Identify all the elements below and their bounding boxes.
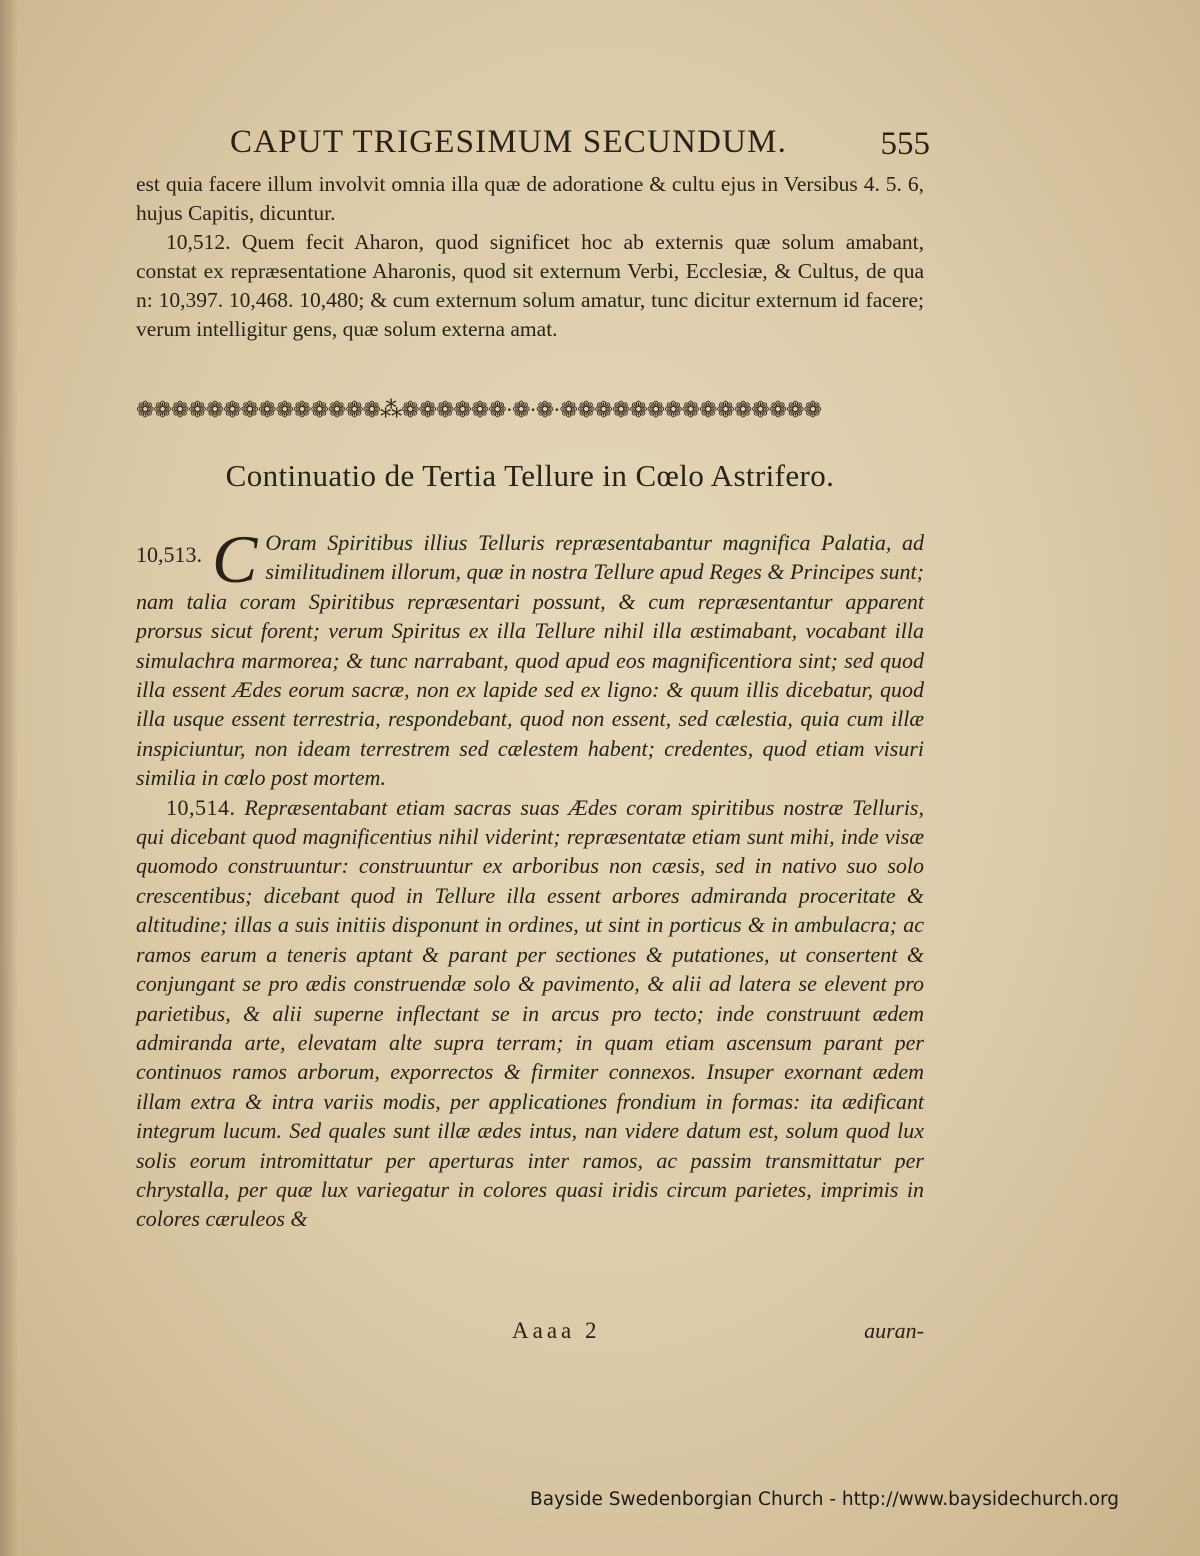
intro-text <box>136 170 924 344</box>
fleuron-row: ❁❁❁❁❁❁❁❁❁❁❁❁❁❁⁂❁❁❁❁❁❁·❁·❁·❁❁❁❁❁❁❁❁❁❁❁❁❁❁❁ <box>136 397 822 422</box>
ornament-divider <box>136 394 924 426</box>
watermark-caption: Bayside Swedenborgian Church - http://www.baysidechurch.org <box>530 1489 1120 1510</box>
page-footer <box>136 1318 924 1352</box>
running-title: CAPUT TRIGESIMUM SECUNDUM. <box>230 124 788 160</box>
running-head <box>136 118 936 164</box>
page-number: 555 <box>880 126 930 162</box>
paragraph-number: 10,513. <box>136 542 202 567</box>
paragraph-body: Repræsentabant etiam sacras suas Ædes coram spiritibus nostræ Telluris, qui dicebant quod magnificentius nihil viderint; repræsentatæ etiam sunt mihi, inde visæ quomodo construuntur: construuntur ex arboribus non cæsis, sed in nativo suo solo crescentibus; dicebant quod in Tellure illa essent arbores admiranda proceritate & altitudine; illas a suis initiis disponunt in ordines, ut sint in porticus & in ambulacra; ac ramos earum a teneris aptant & parant per sectiones & putationes, ut consertent & conjungant se pro ædis construendæ solo & pavimento, & alii ad latera se elevent pro parietibus, & alii superne inflectant se in arcus pro tecto; inde construunt ædem admiranda arte, elevatam alte supra terram; in quam etiam ascensum parant per continuos ramos arborum, exporrectos & firmiter connexos. Insuper exornant ædem illam extra & intra variis modis, per applicationes frondium in formas: ita ædificant integrum lucum. Sed quales sunt illæ ædes intus, nan videre datum est, solum quod lux solis eorum intromittatur per aperturas inter ramos, ac passim transmittatur per chrystalla, per quæ lux variegatur in colores quasi iridis circum parietes, imprimis in colores cæruleos & <box>136 794 924 1232</box>
page-edge <box>0 0 18 1556</box>
catchword: auran- <box>864 1318 924 1343</box>
paragraph-number: 10,514. <box>166 794 236 820</box>
paragraph-continuation: est quia facere illum involvit omnia illa quæ de adoratione & cultu ejus in Versibus 4. 5. 6, hujus Capitis, dicuntur. <box>136 172 924 225</box>
signature-mark: Aaaa 2 <box>512 1318 601 1343</box>
section-heading: Continuatio de Tertia Tellure in Cœlo Astrifero. <box>225 458 835 493</box>
paragraph-10513 <box>136 521 924 793</box>
paragraph-body: Oram Spiritibus illius Telluris repræsentabantur magnifica Palatia, ad similitudinem illorum, quæ in nostra Tellure apud Reges & Principes sunt; nam talia coram Spiritibus repræsentari possunt, & cum repræsentantur apparent prorsus sicut forent; verum Spiritus ex illa Tellure nihil illa æstimabant, vocabant illa simulachra marmorea; & tunc narrabant, quod apud eos magnificentiora sint; sed quod illa essent Ædes eorum sacræ, non ex lapide sed ex ligno: & quum illis dicebatur, quod illa usque essent terrestria, respondebant, quod non essent, sed cælestia, quia cum illæ inspiciuntur, non ideam terrestrem sed cælestem habent; credentes, quod etiam visuri similia in cœlo post mortem. <box>136 530 924 791</box>
drop-cap: C <box>212 521 258 597</box>
paragraph-10514 <box>136 793 924 1234</box>
main-text <box>136 521 924 1234</box>
paragraph-10512: 10,512. Quem fecit Aharon, quod significet hoc ab externis quæ solum amabant, constat ex repræsentatione Aharonis, quod sit externum Verbi, Ecclesiæ, & Cultus, de qua n: 10,397. 10,468. 10,480; & cum externum solum amatur, tunc dicitur externum id facere; verum intelligitur gens, quæ solum externa amat. <box>136 230 924 341</box>
